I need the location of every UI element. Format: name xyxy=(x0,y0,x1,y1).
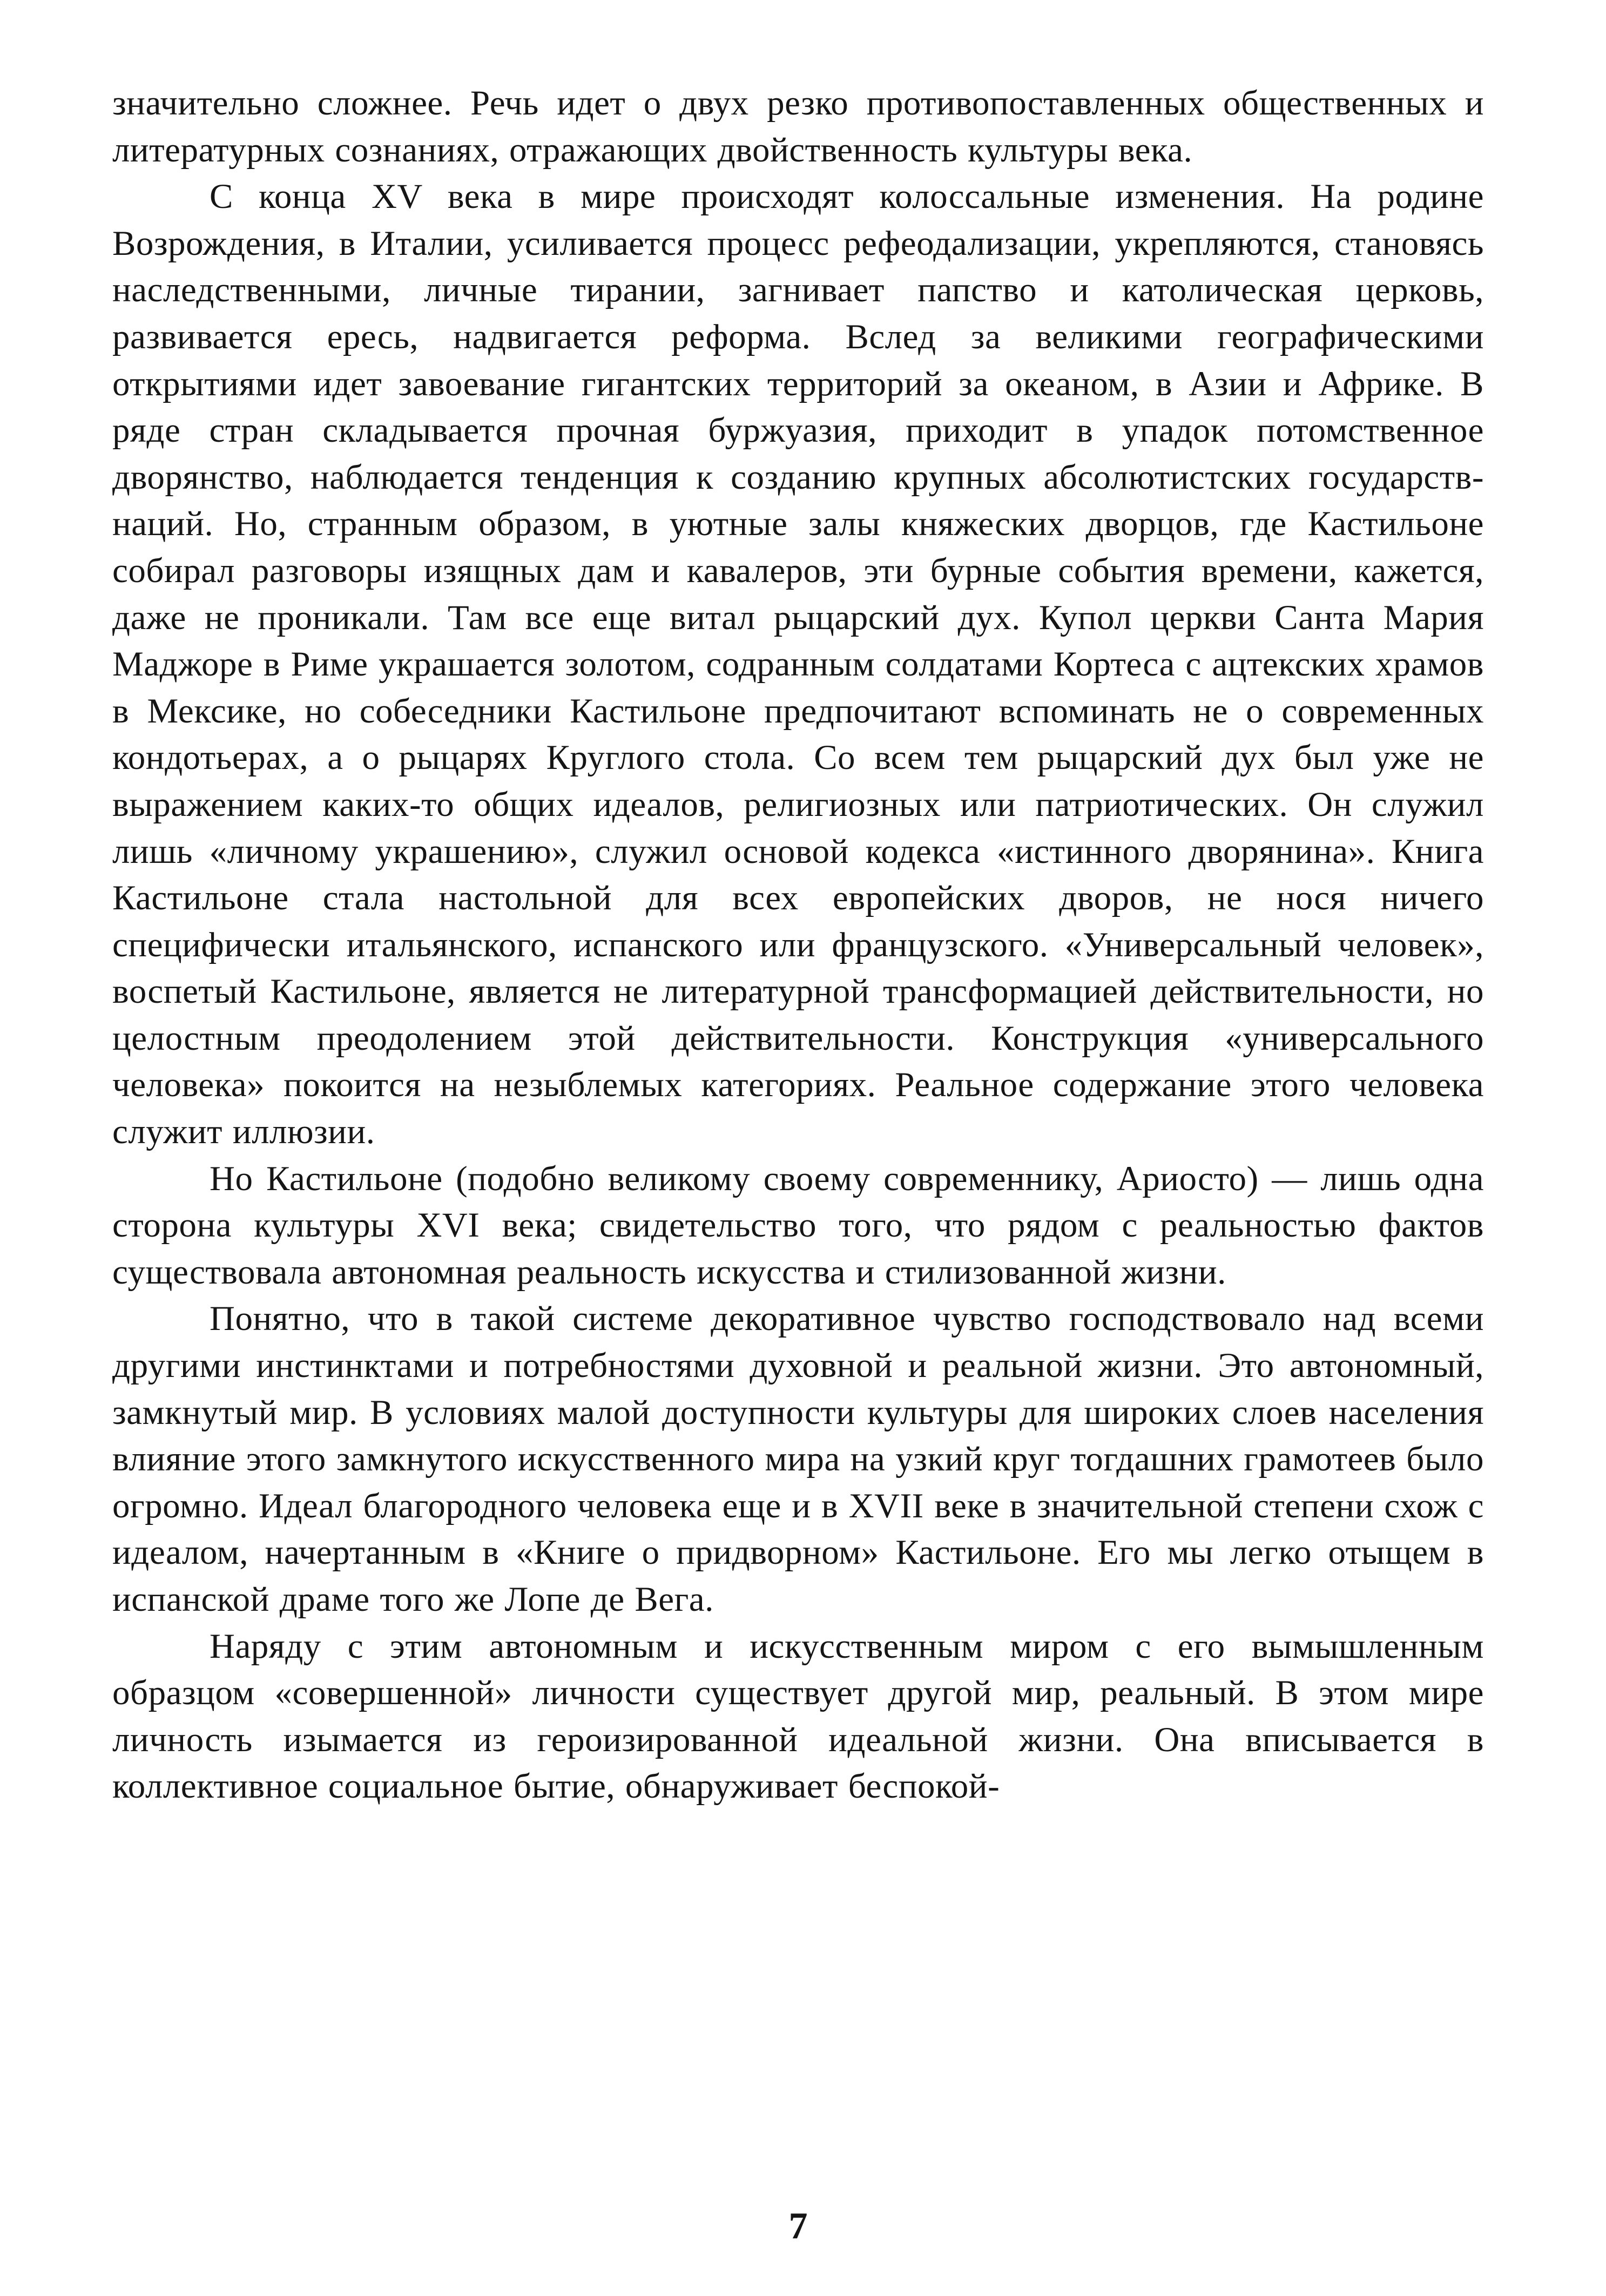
body-text xyxy=(112,80,1484,1810)
page-number: 7 xyxy=(788,2205,808,2247)
paragraph-4: Наряду с этим автономным и искусственным миром с его вымышленным образцом «совершенной» личности существует другой мир, реальный. В этом мире личность изымается из героизированной идеальной жизни. Она вписывается в коллективное социальное бытие, обнаруживает беспокой- xyxy=(112,1626,1484,1806)
paragraph-continuation: значительно сложнее. Речь идет о двух резко противопоставленных общественных и литературных сознаниях, отражающих двойственность культуры века. xyxy=(112,84,1484,170)
paragraph-1: С конца XV века в мире происходят колоссальные изменения. На родине Возрождения, в Италии, усиливается процесс рефеодализации, укрепляются, становясь наследственными, личные тирании, загнивает папство и католическая церковь, развивается ересь, надвигается реформа. Вслед за великими географическими открытиями идет завоевание гигантских территорий за океаном, в Азии и Африке. В ряде стран складывается прочная буржуазия, приходит в упадок потомственное дворянство, наблюдается тенденция к созданию крупных абсолютистских государств-наций. Но, странным образом, в уютные залы княжеских дворцов, где Кастильоне собирал разговоры изящных дам и кавалеров, эти бурные события времени, кажется, даже не проникали. Там все еще витал рыцарский дух. Купол церкви Санта Мария Маджоре в Риме украшается золотом, содранным солдатами Кортеса с ацтекских храмов в Мексике, но собеседники Кастильоне предпочитают вспоминать не о современных кондотьерах, а о рыцарях Круглого стола. Со всем тем рыцарский дух был уже не выражением каких-то общих идеалов, религиозных или патриотических. Он служил лишь «личному украшению», служил основой кодекса «истинного дворянина». Книга Кастильоне стала настольной для всех европейских дворов, не нося ничего специфически итальянского, испанского или французского. «Универсальный человек», воспетый Кастильоне, является не литературной трансформацией действительности, но целостным преодолением этой действительности. Конструкция «универсального человека» покоится на незыблемых категориях. Реальное содержание этого человека служит иллюзии. xyxy=(112,177,1484,1152)
paragraph-3: Понятно, что в такой системе декоративное чувство господствовало над всеми другими инстинктами и потребностями духовной и реальной жизни. Это автономный, замкнутый мир. В условиях малой доступности культуры для широких слоев населения влияние этого замкнутого искусственного мира на узкий круг тогдашних грамотеев было огромно. Идеал благородного человека еще и в XVII веке в значительной степени схож с идеалом, начертанным в «Книге о придворном» Кастильоне. Его мы легко отыщем в испанской драме того же Лопе де Вега. xyxy=(112,1299,1484,1619)
book-page xyxy=(112,80,1484,2247)
paragraph-2: Но Кастильоне (подобно великому своему современнику, Ариосто) — лишь одна сторона культуры XVI века; свидетельство того, что рядом с реальностью фактов существовала автономная реальность искусства и стилизованной жизни. xyxy=(112,1159,1484,1292)
